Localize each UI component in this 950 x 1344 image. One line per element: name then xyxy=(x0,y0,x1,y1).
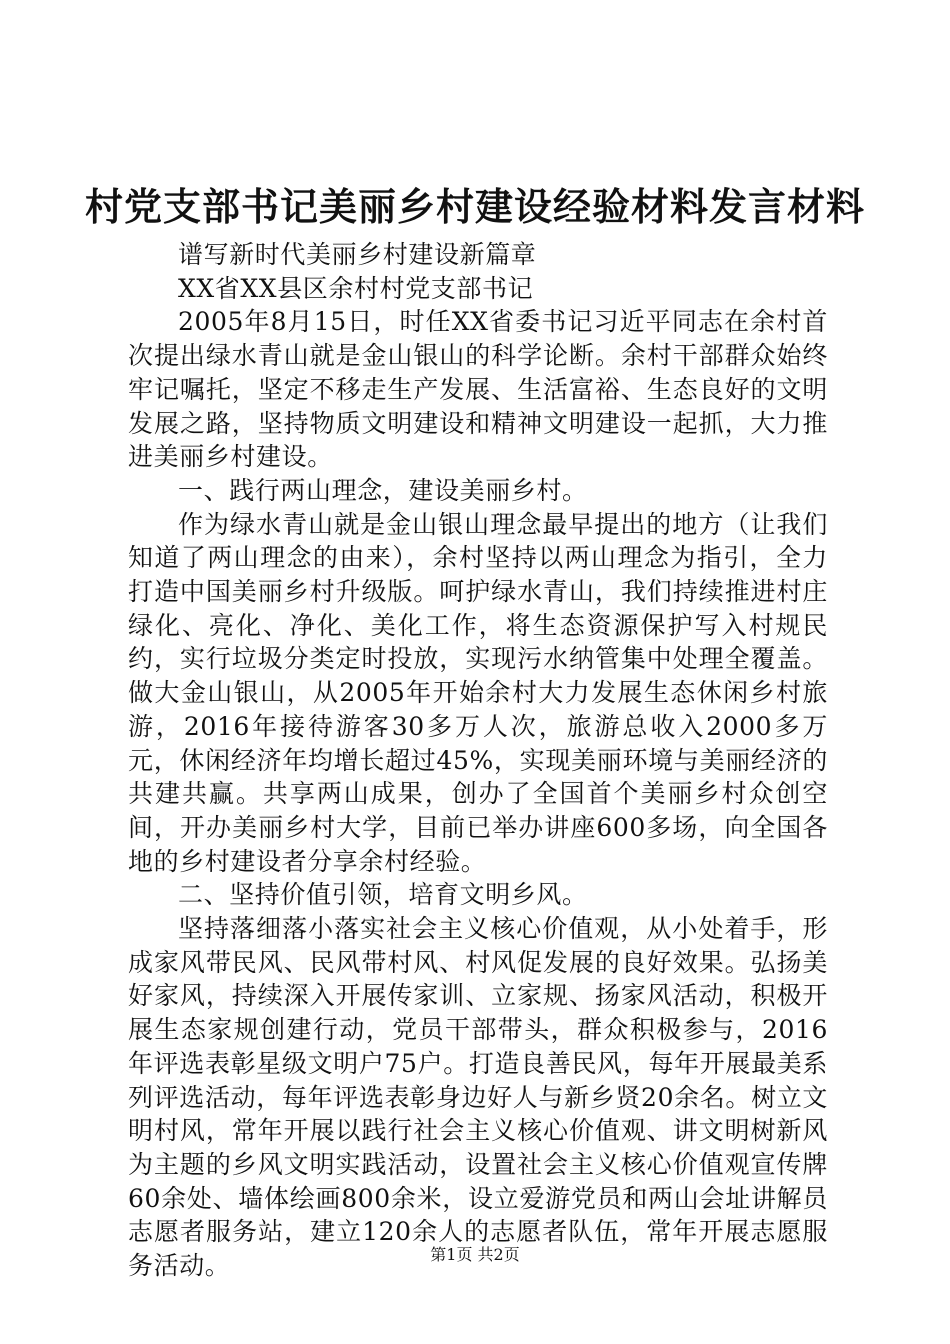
section-2-paragraph: 坚持落细落小落实社会主义核心价值观，从小处着手，形成家风带民风、民风带村风、村风促发展的良好效果。弘扬美好家风，持续深入开展传家训、立家规、扬家风活动，积极开展生态家规创建行动，党员干部带头，群众积极参与，2016年评选表彰星级文明户75户。打造良善民风，每年开展最美系列评选活动，每年评选表彰身边好人与新乡贤20余名。树立文明村风，常年开展以践行社会主义核心价值观、讲文明树新风为主题的乡风文明实践活动，设置社会主义核心价值观宣传牌60余处、墙体绘画800余米，设立爱游党员和两山会址讲解员志愿者服务站，建立120余人的志愿者队伍，常年开展志愿服务活动。 xyxy=(128,914,828,1281)
section-heading-1: 一、践行两山理念，建设美丽乡村。 xyxy=(178,475,588,505)
section-heading-2: 二、坚持价值引领，培育文明乡风。 xyxy=(178,880,588,910)
document-title: 村党支部书记美丽乡村建设经验材料发言材料 xyxy=(84,184,865,229)
intro-paragraph: 2005年8月15日，时任XX省委书记习近平同志在余村首次提出绿水青山就是金山银山的科学论断。余村干部群众始终牢记嘱托，坚定不移走生产发展、生活富裕、生态良好的文明发展之路，坚持物质文明建设和精神文明建设一起抓，大力推进美丽乡村建设。 xyxy=(128,307,828,472)
document-body xyxy=(128,238,828,1283)
subtitle-paragraph: 谱写新时代美丽乡村建设新篇章 xyxy=(178,240,537,269)
page-footer: 第1页 共2页 xyxy=(430,1245,520,1264)
section-1-paragraph: 作为绿水青山就是金山银山理念最早提出的地方（让我们知道了两山理念的由来），余村坚持以两山理念为指引，全力打造中国美丽乡村升级版。呵护绿水青山，我们持续推进村庄绿化、亮化、净化、美化工作，将生态资源保护写入村规民约，实行垃圾分类定时投放，实现污水纳管集中处理全覆盖。做大金山银山，从2005年开始余村大力发展生态休闲乡村旅游，2016年接待游客30多万人次，旅游总收入2000多万元，休闲经济年均增长超过45%，实现美丽环境与美丽经济的共建共赢。共享两山成果，创办了全国首个美丽乡村众创空间，开办美丽乡村大学，目前已举办讲座600多场，向全国各地的乡村建设者分享余村经验。 xyxy=(128,509,828,876)
author-paragraph: XX省XX县区余村村党支部书记 xyxy=(178,273,534,303)
